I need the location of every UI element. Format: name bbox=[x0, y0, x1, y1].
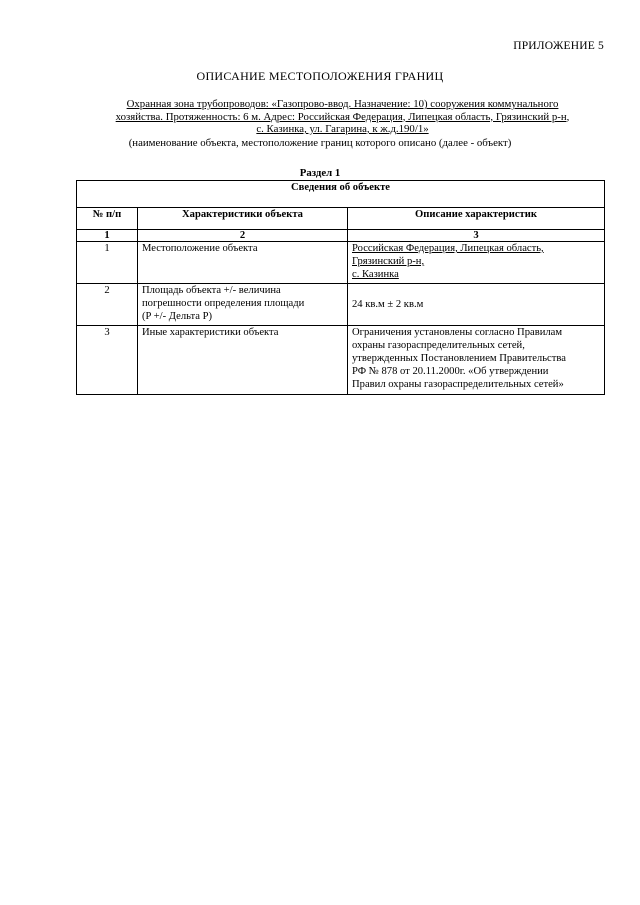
row-characteristic: Иные характеристики объекта bbox=[138, 326, 348, 395]
column-number: 1 bbox=[77, 230, 138, 242]
object-line-1: Охранная зона трубопроводов: «Газопрово-ввод. Назначение: 10) сооружения коммунального bbox=[126, 98, 559, 110]
row-number: 3 bbox=[77, 326, 138, 395]
column-number: 2 bbox=[138, 230, 348, 242]
column-header-characteristic: Характеристики объекта bbox=[138, 208, 348, 230]
description-line: Грязинский р-н, bbox=[352, 256, 425, 267]
column-header-description: Описание характеристик bbox=[348, 208, 605, 230]
object-caption: (наименование объекта, местоположение границ которого описано (далее - объект) bbox=[128, 137, 512, 149]
table-row bbox=[77, 242, 605, 284]
column-header-number: № п/п bbox=[77, 208, 138, 230]
row-characteristic bbox=[138, 284, 348, 326]
row-description bbox=[348, 242, 605, 284]
description-line: утвержденных Постановлением Правительства bbox=[352, 353, 566, 364]
row-description bbox=[348, 326, 605, 395]
description-line: Ограничения установлены согласно Правилам bbox=[352, 327, 563, 338]
description-line: охраны газораспределительных сетей, bbox=[352, 340, 525, 351]
characteristic-line: (P +/- Дельта P) bbox=[142, 311, 213, 322]
object-line-2: хозяйства. Протяженность: 6 м. Адрес: Российская Федерация, Липецкая область, Грязинский р-н, bbox=[115, 110, 570, 123]
row-characteristic: Местоположение объекта bbox=[138, 242, 348, 284]
description-line: Российская Федерация, Липецкая область, bbox=[352, 243, 544, 254]
document-title: ОПИСАНИЕ МЕСТОПОЛОЖЕНИЯ ГРАНИЦ bbox=[196, 69, 444, 83]
section-title: Раздел 1 bbox=[299, 167, 341, 179]
object-info-table bbox=[76, 180, 605, 395]
row-number: 2 bbox=[77, 284, 138, 326]
description-line: Правил охраны газораспределительных сетей» bbox=[352, 379, 564, 390]
appendix-label: ПРИЛОЖЕНИЕ 5 bbox=[513, 40, 604, 52]
table-row bbox=[77, 326, 605, 395]
description-line: с. Казинка bbox=[352, 269, 399, 280]
table-caption: Сведения об объекте bbox=[77, 181, 605, 208]
column-number: 3 bbox=[348, 230, 605, 242]
object-line-3: с. Казинка, ул. Гагарина, к ж.д.190/1» bbox=[256, 123, 429, 135]
row-description: 24 кв.м ± 2 кв.м bbox=[348, 284, 605, 326]
characteristic-line: Площадь объекта +/- величина bbox=[142, 285, 281, 296]
object-description bbox=[95, 98, 590, 136]
table-row bbox=[77, 284, 605, 326]
description-line: РФ № 878 от 20.11.2000г. «Об утверждении bbox=[352, 366, 549, 377]
row-number: 1 bbox=[77, 242, 138, 284]
characteristic-line: погрешности определения площади bbox=[142, 298, 305, 309]
